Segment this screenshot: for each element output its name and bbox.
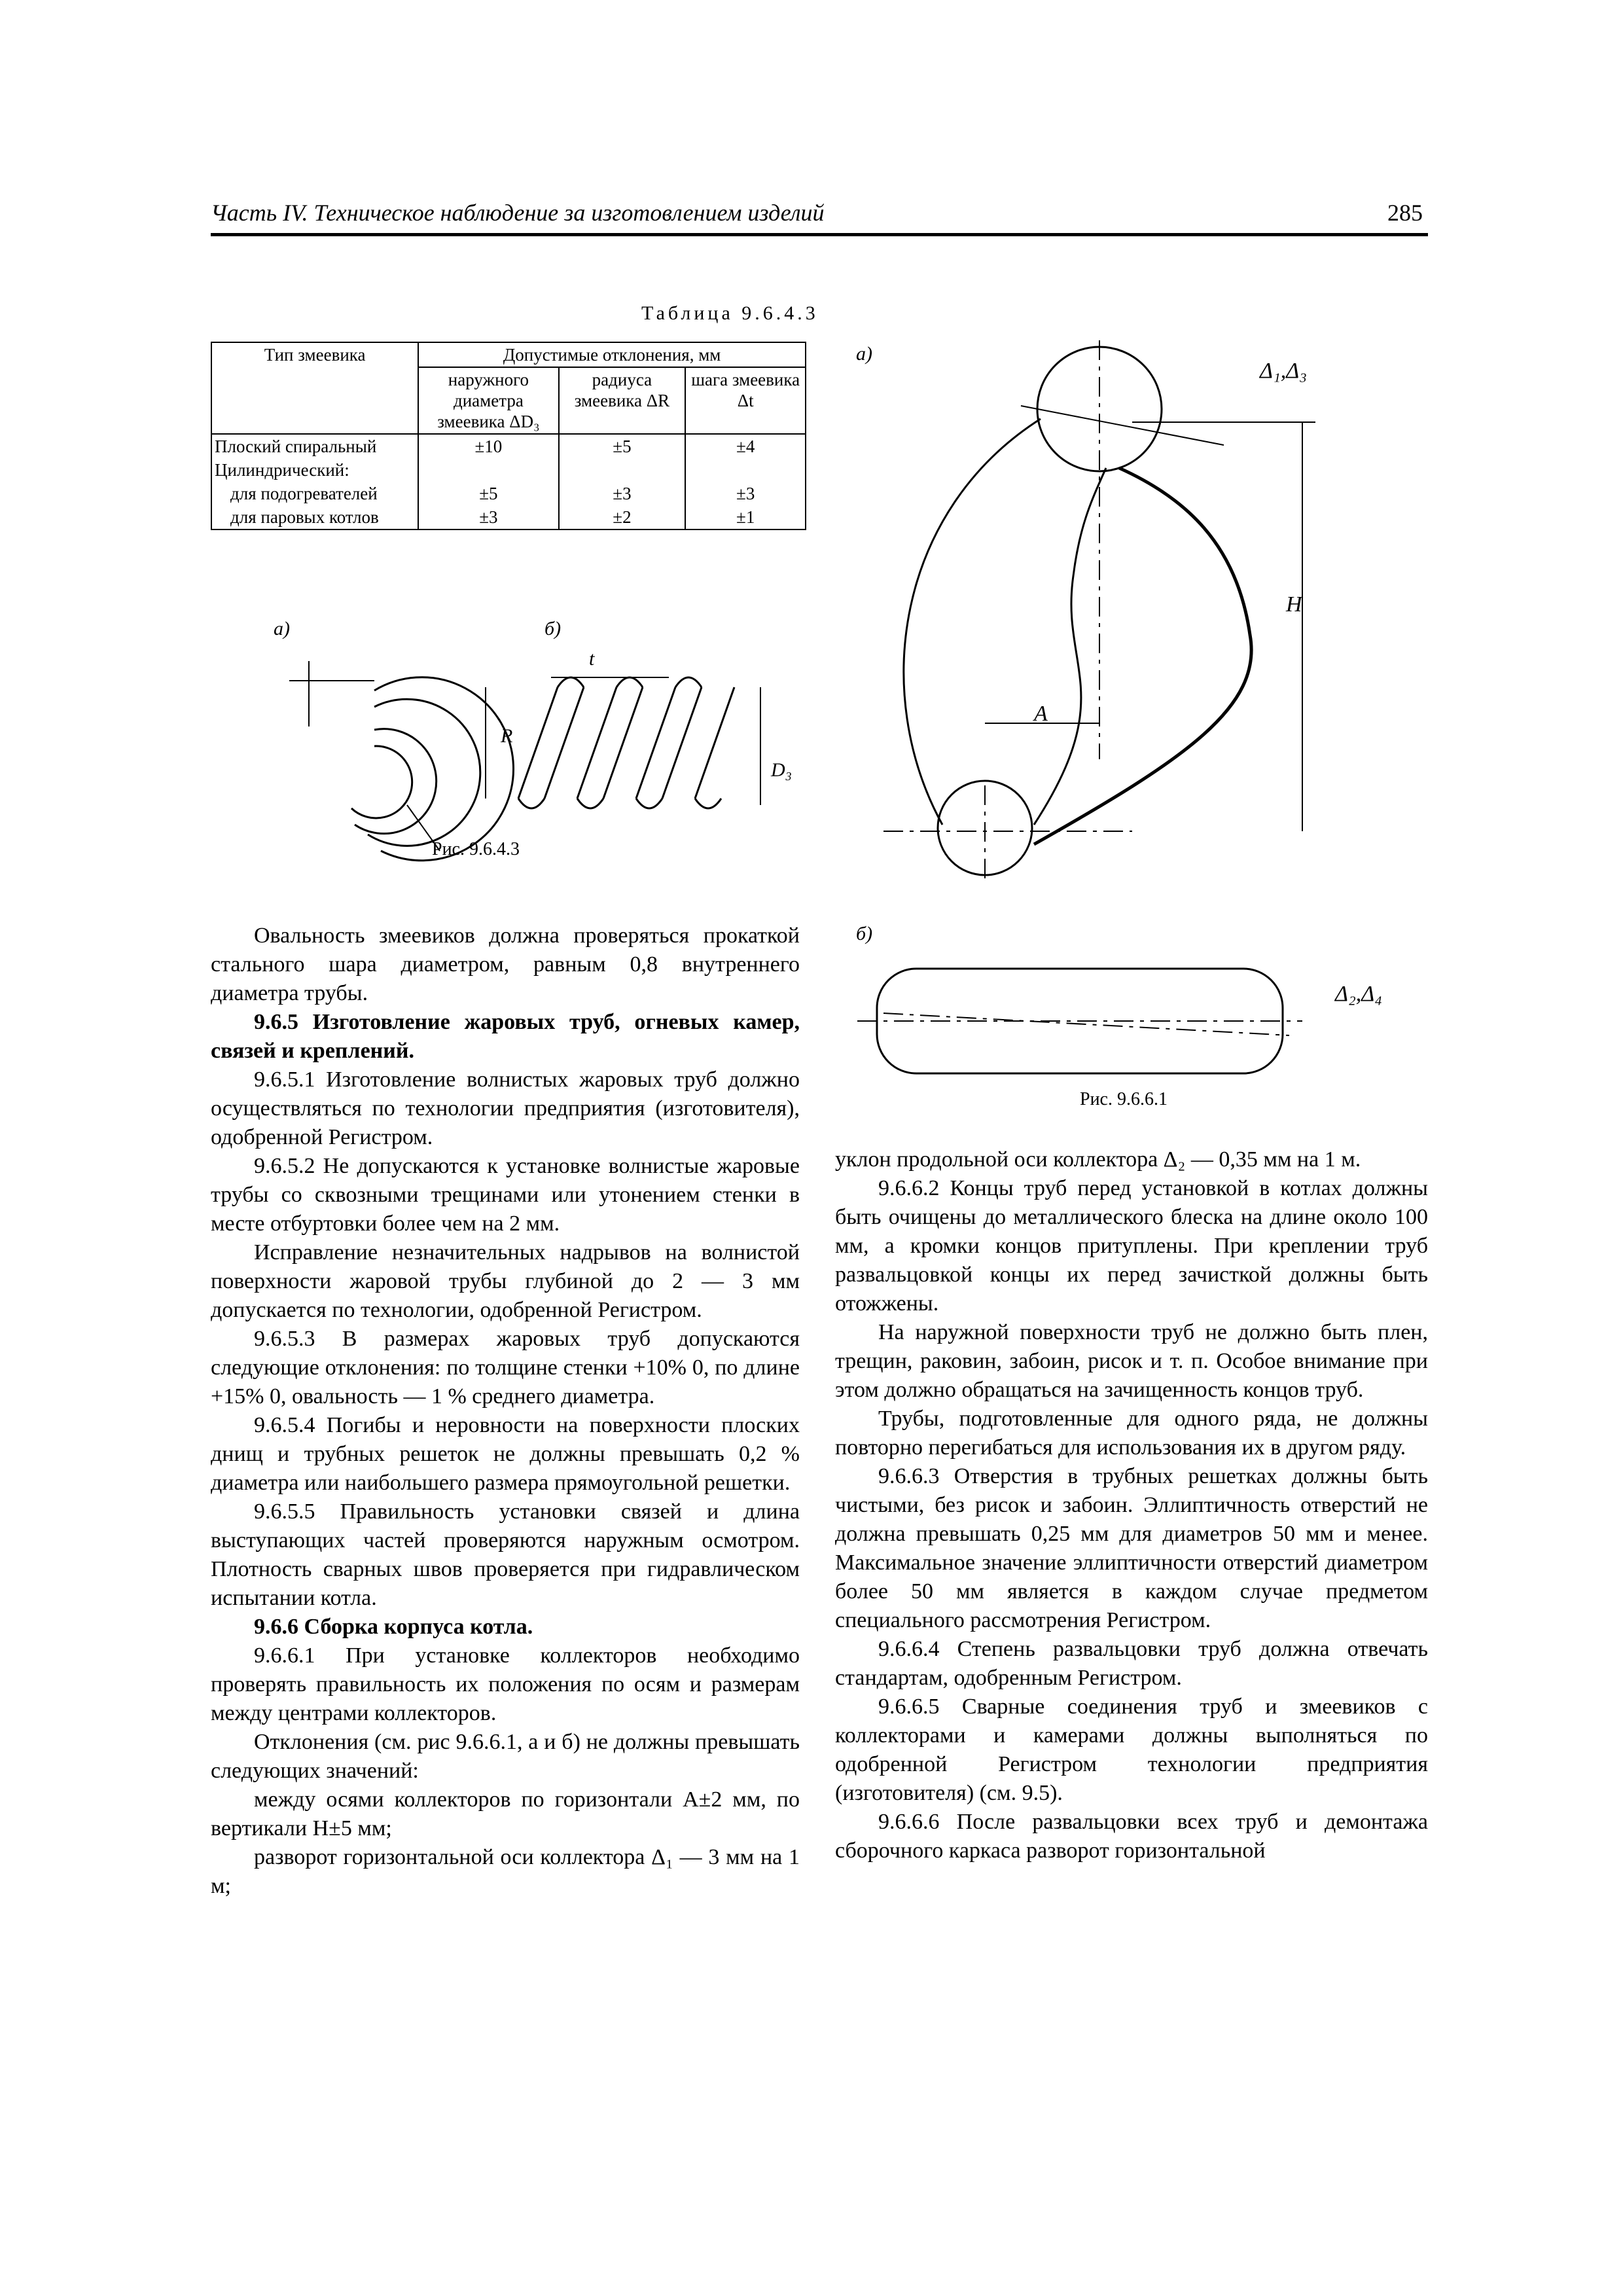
dim-label-t: t <box>589 648 595 670</box>
sub-col-header: шага змеевика Δt <box>685 367 806 434</box>
page-number: 285 <box>1387 200 1423 226</box>
paragraph: На наружной поверхности труб не должно быть плен, трещин, раковин, забоин, рисок и т. п. Особое внимание при этом должно обращаться на зачищенность концов труб. <box>835 1320 1428 1402</box>
dim-label-A: A <box>1034 702 1048 726</box>
dim-label-H: H <box>1286 592 1302 617</box>
paragraph: 9.6.5.1 Изготовление волнистых жаровых труб должно осуществляться по технологии предприятия (изготовителя), одобренной Регистром. <box>211 1067 800 1149</box>
table-caption: Таблица 9.6.4.3 <box>641 302 819 324</box>
paragraph: 9.6.6.3 Отверстия в трубных решетках должны быть чистыми, без рисок и забоин. Эллиптичность отверстий не должна превышать 0,25 мм для диаметров 50 мм и менее. Максимальное значение эллиптичности отверстий диаметром более 50 мм является в каждом случае предметом специального рассмотрения Регистром. <box>835 1464 1428 1632</box>
paragraph: 9.6.5.2 Не допускаются к установке волнистые жаровые трубы со сквозными трещинами или утонением стенки в месте отбуртовки более чем на 2 мм. <box>211 1154 800 1236</box>
paragraph: 9.6.6.4 Степень развальцовки труб должна отвечать стандартам, одобренным Регистром. <box>835 1637 1428 1690</box>
paragraph: Трубы, подготовленные для одного ряда, не должны повторно перегибаться для использования их в другом ряду. <box>835 1407 1428 1460</box>
right-column <box>835 1145 1428 1865</box>
dim-label-D3: D₃ <box>771 759 793 781</box>
paragraph: 9.6.5.5 Правильность установки связей и длина выступающих частей проверяются наружным осмотром. Плотность сварных швов проверяется при гидравлическом испытании котла. <box>211 1499 800 1610</box>
cylindrical-coil-drawing <box>486 677 760 808</box>
dim-label-delta13: Δ₁,Δ₃ <box>1260 359 1308 383</box>
header-rule <box>211 233 1428 236</box>
paragraph: Овальность змеевиков должна проверяться прокаткой стального шара диаметром, равным 0,8 внутреннего диаметра трубы. <box>211 924 800 1005</box>
table-row: для паровых котлов ±3 ±2 ±1 <box>211 505 806 529</box>
table-row: Цилиндрический: <box>211 458 806 482</box>
paragraph: 9.6.6.6 После развальцовки всех труб и демонтажа сборочного каркаса разворот горизонтальной <box>835 1810 1428 1863</box>
paragraph: 9.6.6.5 Сварные соединения труб и змеевиков с коллекторами и камерами должны выполняться по одобренной Регистром технологии предприятия (изготовителя) (см. 9.5). <box>835 1695 1428 1805</box>
sub-col-header: радиуса змеевика ΔR <box>559 367 686 434</box>
figure-caption: Рис. 9.6.6.1 <box>1080 1089 1168 1109</box>
paragraph: Отклонения (см. рис 9.6.6.1, а и б) не должны превышать следующих значений: <box>211 1730 800 1783</box>
table-row: Плоский спиральный ±10 ±5 ±4 <box>211 434 806 458</box>
col-group-header: Допустимые отклонения, мм <box>418 342 806 367</box>
page-header <box>211 199 1428 230</box>
table-row: для подогревателей ±5 ±3 ±3 <box>211 482 806 505</box>
section-heading: 9.6.6 Сборка корпуса котла. <box>254 1615 533 1639</box>
paragraph: уклон продольной оси коллектора Δ₂ — 0,35 мм на 1 м. <box>835 1147 1361 1172</box>
paragraph: разворот горизонтальной оси коллектора Δ₁ — 3 мм на 1 м; <box>211 1845 800 1898</box>
col-type-header: Тип змеевика <box>211 342 418 434</box>
paragraph: 9.6.6.1 При установке коллекторов необходимо проверять правильность их положения по осям и размерам между центрами коллекторов. <box>211 1643 800 1725</box>
deviation-table <box>211 342 806 530</box>
paragraph: 9.6.6.2 Концы труб перед установкой в котлах должны быть очищены до металлического блеска на длине около 100 мм, а кромки концов притуплены. При креплении труб развальцовкой концы их перед зачисткой должны быть отожжены. <box>835 1176 1428 1316</box>
running-title: Часть IV. Техническое наблюдение за изготовлением изделий <box>211 200 825 226</box>
paragraph: 9.6.5.4 Погибы и неровности на поверхности плоских днищ и трубных решеток не должны превышать 0,2 % диаметра или наибольшего размера прямоугольной решетки. <box>211 1413 800 1495</box>
left-column <box>211 922 800 1901</box>
paragraph: 9.6.5.3 В размерах жаровых труб допускаются следующие отклонения: по толщине стенки +10% 0, по длине +15% 0, овальность — 1 % среднего диаметра. <box>211 1327 800 1408</box>
figure-label-b: б) <box>856 923 873 944</box>
figure-label-b: б) <box>544 618 562 639</box>
dim-label-delta24: Δ₂,Δ₄ <box>1335 982 1383 1006</box>
sub-col-header: наружного диаметра змеевика ΔD₃ <box>418 367 558 434</box>
dim-label-R: R <box>501 725 513 747</box>
figure-label-a: а) <box>856 343 872 365</box>
paragraph: Исправление незначительных надрывов на волнистой поверхности жаровой трубы глубиной до 2 — 3 мм допускается по технологии, одобренной Регистром. <box>211 1240 800 1322</box>
collector-assembly-drawing <box>857 340 1315 1073</box>
section-heading: 9.6.5 Изготовление жаровых труб, огневых камер, связей и креплений. <box>211 1010 800 1063</box>
paragraph: между осями коллекторов по горизонтали A±2 мм, по вертикали H±5 мм; <box>211 1787 800 1840</box>
figure-label-a: а) <box>274 618 290 639</box>
figure-caption: Рис. 9.6.4.3 <box>432 839 520 859</box>
spiral-coil-drawing <box>289 661 514 861</box>
